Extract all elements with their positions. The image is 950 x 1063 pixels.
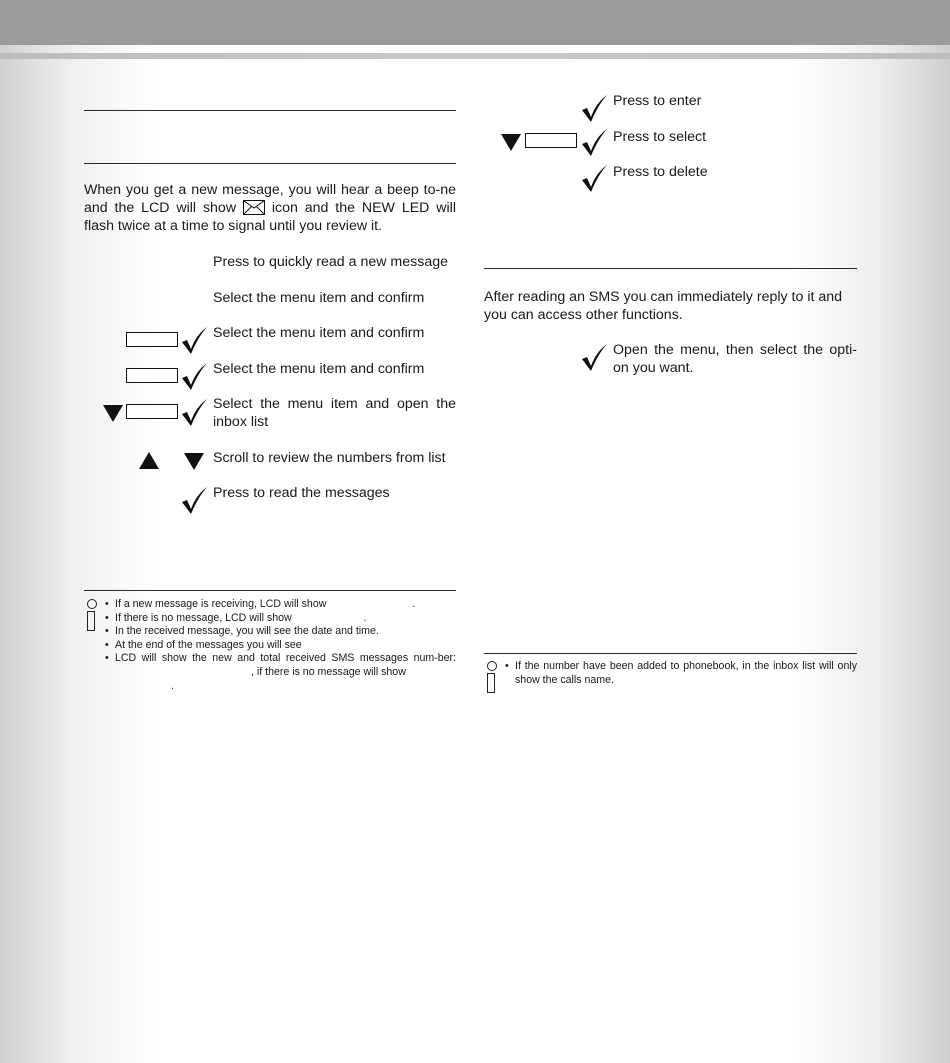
step-enter: Press to enter (613, 93, 702, 109)
step-select-menu: Select the menu item and confirm (213, 325, 425, 341)
step-select-menu: Select the menu item and confirm (213, 361, 425, 377)
down-arrow-key-icon (501, 134, 521, 151)
divider (84, 110, 456, 111)
divider (84, 590, 456, 591)
reply-paragraph: After reading an SMS you can immediately reply to it and you can access other functions. (484, 289, 843, 323)
checkmark-icon (180, 325, 208, 355)
note-item: • If there is no message, LCD will show . (105, 612, 456, 626)
note-box (105, 598, 456, 693)
menu-key (525, 133, 577, 148)
checkmark-icon (580, 93, 608, 123)
intro-text-start: When you get a new message, you will hear a beep to-ne and the LCD will show (84, 182, 456, 216)
menu-key (126, 332, 178, 347)
divider (84, 163, 456, 164)
step-scroll: Scroll to review the numbers from list (213, 450, 446, 466)
up-arrow-key-icon (139, 452, 159, 469)
step-quick-read: Press to quickly read a new message (213, 254, 448, 270)
header-bar (0, 0, 950, 45)
down-arrow-key-icon (184, 453, 204, 470)
step-read: Press to read the messages (213, 485, 390, 501)
checkmark-icon (180, 485, 208, 515)
checkmark-icon (180, 361, 208, 391)
menu-key (126, 404, 178, 419)
divider (484, 653, 857, 654)
step-open-menu: Open the menu, then select the opti-on you want. (613, 342, 857, 376)
note-item: • In the received message, you will see the date and time. (105, 625, 456, 639)
note-item: • LCD will show the new and total received SMS messages num-ber:, if there is no message will show . (105, 652, 456, 693)
note-item: • At the end of the messages you will see (105, 639, 456, 653)
divider (484, 268, 857, 269)
envelope-icon (243, 200, 265, 215)
note-box (505, 660, 857, 687)
note-item: • If a new message is receiving, LCD will show . (105, 598, 456, 612)
header-stripe (0, 53, 950, 59)
menu-key (126, 368, 178, 383)
checkmark-icon (180, 397, 208, 427)
intro-text-end: icon and the NEW LED will flash twice at a time to signal until you review it. (84, 200, 456, 234)
info-icon (486, 661, 498, 695)
note-item: • If the number have been added to phonebook, in the inbox list will only show the calls name. (505, 660, 857, 687)
step-delete: Press to delete (613, 164, 708, 180)
intro-paragraph (84, 181, 456, 235)
down-arrow-key-icon (103, 405, 123, 422)
checkmark-icon (580, 342, 608, 372)
checkmark-icon (580, 127, 608, 157)
step-select-menu: Select the menu item and confirm (213, 290, 425, 306)
step-open-inbox: Select the menu item and open the inbox list (213, 396, 456, 430)
checkmark-icon (580, 163, 608, 193)
info-icon (86, 599, 98, 633)
step-select: Press to select (613, 129, 707, 145)
